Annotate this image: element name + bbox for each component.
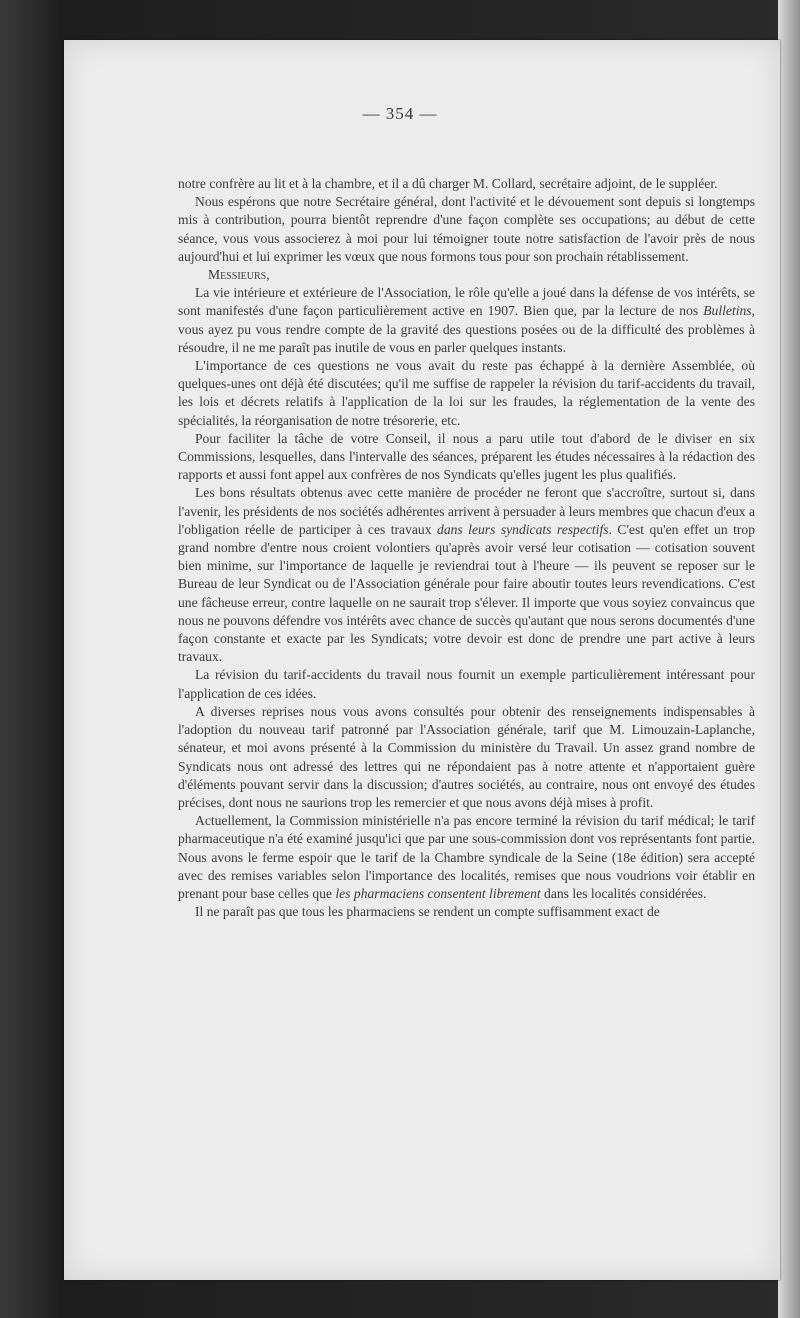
paragraph-3-after: , vous ayez pu vous rendre compte de la gravité des questions posées ou de la difficulté des problèmes à résoudre, il ne me paraît pas inutile de vous en parler quelques instants. — [178, 303, 755, 355]
paragraph-6-after: . C'est qu'en effet un trop grand nombre d'entre nous croient volontiers qu'après avoir versé leur cotisation — cotisation souvent bien minime, sur l'importance de laquelle je reviendrai tout à l'heure — ils peuvent se reposer sur le Bureau de leur Syndicat ou de l'Association générale pour faire aboutir toutes leurs revendications. C'est une fâcheuse erreur, contre laquelle on ne saurait trop s'élever. Il importe que vous soyiez convaincus que nous ne pouvons défendre vos intérêts avec chance de succès qu'autant que nous serons documentés d'une façon constante et exacte par les Syndicats; votre devoir est donc de prendre une part active à leurs travaux. — [178, 521, 755, 665]
paragraph-6-before: Les bons résultats obtenus avec cette manière de procéder ne feront que s'accroître, surtout si, dans l'avenir, les présidents de nos sociétés adhérentes arrivent à persuader à leurs membres que chacun d'eux a l'obligation réelle de participer à ces travaux — [178, 485, 755, 537]
document-body — [178, 175, 755, 921]
paragraph-9 — [178, 812, 755, 903]
paragraph-9-italic: les pharmaciens consentent librement — [335, 885, 541, 901]
paragraph-1: notre confrère au lit et à la chambre, et il a dû charger M. Collard, secrétaire adjoint, de le suppléer. — [178, 176, 718, 191]
page-number: — 354 — — [362, 104, 438, 123]
paragraph-7: La révision du tarif-accidents du travail nous fournit un exemple particulièrement intéressant pour l'application de ces idées. — [178, 667, 755, 701]
paragraph-3-before: La vie intérieure et extérieure de l'Association, le rôle qu'elle a joué dans la défense de vos intérêts, se sont manifestés d'une façon particulièrement active en 1907. Bien que, par la lecture de nos — [178, 285, 755, 319]
paragraph-9-before: Actuellement, la Commission ministérielle n'a pas encore terminé la révision du tarif médical; le tarif pharmaceutique n'a été examiné jusqu'ici que par une sous-commission dont vos représentants font partie. Nous avons le ferme espoir que le tarif de la Chambre syndicale de la Seine (18e édition) sera accepté avec des remises variables selon l'importance des localités, remises que nous voudrions voir établir en prenant pour base celles que — [178, 813, 755, 901]
paragraph-8: A diverses reprises nous vous avons consultés pour obtenir des renseignements indispensables à l'adoption du nouveau tarif patronné par l'Association générale, tarif que M. Limouzain-Laplanche, sénateur, et moi avons présenté à la Commission du ministère du Travail. Un assez grand nombre de Syndicats nous ont adressé des lettres qui ne répondaient pas à notre attente et n'apportaient guère d'éléments pouvant servir dans la discussion; d'autres sociétés, au contraire, nous ont envoyé des études précises, dont nous ne saurions trop les remercier et que nous avons déjà mises à profit. — [178, 703, 755, 810]
paragraph-3-italic: Bulletins — [703, 303, 752, 319]
paragraph-4: L'importance de ces questions ne vous avait du reste pas échappé à la dernière Assemblée, où quelques-unes ont déjà été discutées; qu'il me suffise de rappeler la révision du tarif-accidents du travail, les lois et décrets relatifs à l'application de la loi sur les fraudes, la réglementation de la vente des spécialités, la réorganisation de notre trésorerie, etc. — [178, 358, 755, 428]
book-page-edge — [778, 0, 800, 1318]
paragraph-6-italic: dans leurs syndicats respectifs — [437, 521, 609, 537]
paragraph-9-after: dans les localités considérées. — [540, 885, 707, 901]
paragraph-10: Il ne paraît pas que tous les pharmaciens se rendent un compte suffisamment exact de — [195, 904, 660, 920]
paragraph-3 — [178, 284, 755, 357]
paragraph-6 — [178, 484, 755, 666]
paragraph-5: Pour faciliter la tâche de votre Conseil, il nous a paru utile tout d'abord de le diviser en six Commissions, lesquelles, dans l'intervalle des séances, préparent les études nécessaires à la rédaction des rapports et aussi font appel aux confrères de nos Syndicats qu'elles jugent les plus qualifiés. — [178, 430, 755, 483]
salutation: Messieurs, — [208, 267, 270, 283]
paragraph-2: Nous espérons que notre Secrétaire général, dont l'activité et le dévouement sont depuis si longtemps mis à contribution, pourra bientôt reprendre d'une façon complète ses occupations; au début de cette séance, vous vous associerez à moi pour lui témoigner toute notre satisfaction de l'avoir près de nous aujourd'hui et lui exprimer les vœux que nous formons tous pour son prochain rétablissement. — [178, 194, 755, 264]
